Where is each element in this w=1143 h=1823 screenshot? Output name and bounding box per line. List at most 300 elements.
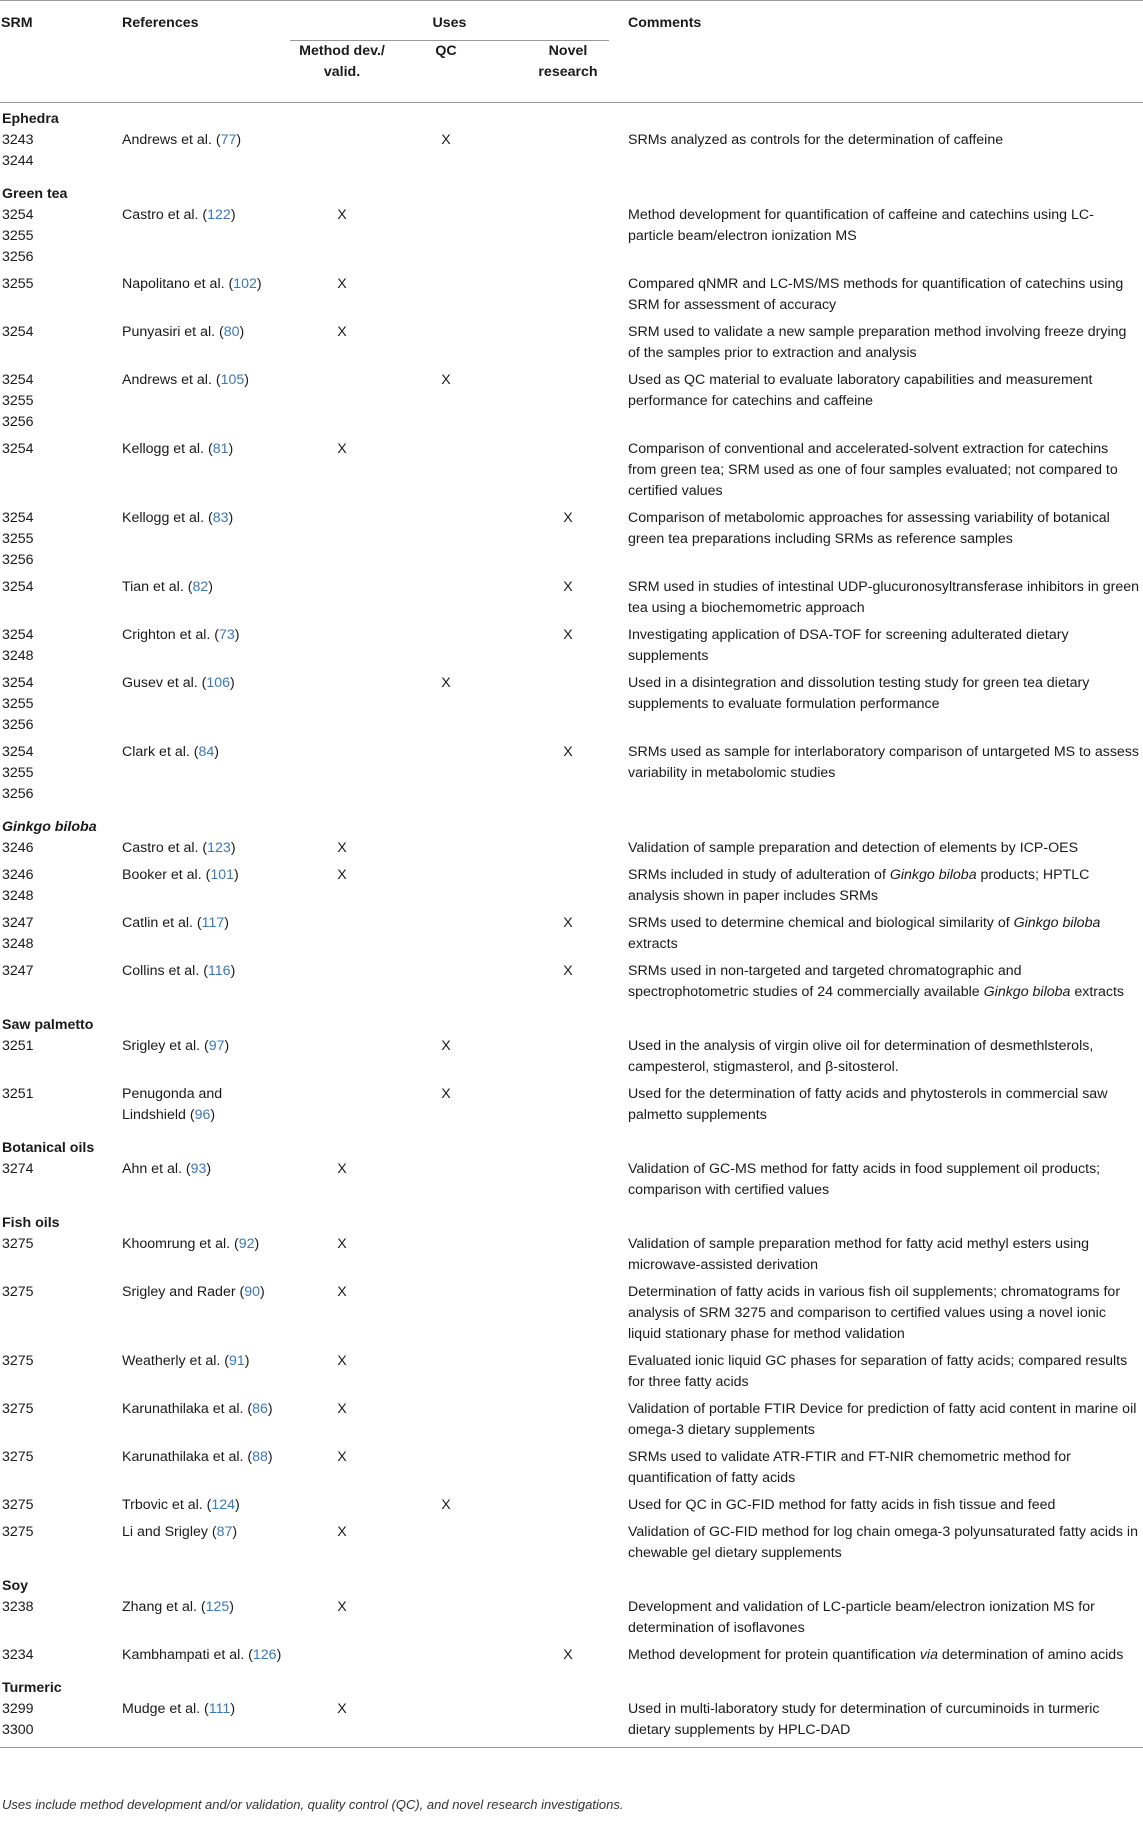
novel-mark: [512, 1495, 628, 1522]
table-row: [0, 577, 1143, 625]
srm-number: 3251: [2, 1085, 34, 1102]
comment-cell: Used for QC in GC-FID method for fatty acids in fish tissue and feed: [628, 1496, 1056, 1513]
group-row: [0, 811, 1143, 838]
citation-link[interactable]: 111: [208, 1700, 231, 1717]
reference-cell: Trbovic et al. (124): [122, 1496, 240, 1513]
srm-cell: [0, 838, 122, 865]
reference-text: Andrews et al. (: [122, 131, 221, 148]
method-mark: [290, 130, 402, 178]
novel-mark: [512, 1399, 628, 1447]
qc-mark: X: [441, 131, 451, 148]
reference-text: Mudge et al. (: [122, 1700, 209, 1717]
table-row: [0, 1699, 1143, 1748]
novel-mark: [512, 1447, 628, 1495]
table-row: [0, 1036, 1143, 1084]
novel-mark: X: [563, 509, 573, 526]
reference-text: Kambhampati et al. (: [122, 1646, 253, 1663]
srm-number: 3255: [2, 227, 34, 244]
novel-mark: X: [563, 743, 573, 760]
header-qc: QC: [402, 41, 512, 102]
reference-cell: Crighton et al. (73): [122, 626, 240, 643]
reference-cell: Kambhampati et al. (126): [122, 1646, 282, 1663]
comment-cell: Evaluated ionic liquid GC phases for separation of fatty acids; compared results for three fatty acids: [628, 1352, 1128, 1390]
novel-mark: [512, 1351, 628, 1399]
srm-number: 3246: [2, 866, 34, 883]
srm-cell: [0, 1399, 122, 1447]
citation-link[interactable]: 122: [207, 206, 231, 223]
reference-text: Tian et al. (: [122, 578, 193, 595]
comment-cell: SRM used to validate a new sample preparation method involving freeze drying of the samples prior to extraction and analysis: [628, 323, 1127, 361]
table-row: [0, 865, 1143, 913]
table-body: [0, 102, 1143, 1747]
citation-link[interactable]: 105: [220, 371, 245, 388]
qc-mark: [402, 913, 512, 961]
comment-cell: SRMs analyzed as controls for the determination of caffeine: [628, 131, 1004, 148]
reference-text: Gusev et al. (: [122, 674, 207, 691]
novel-mark: [512, 1036, 628, 1084]
table-row: [0, 1597, 1143, 1645]
srm-number: 3256: [2, 413, 34, 430]
reference-cell: Li and Srigley (87): [122, 1523, 238, 1540]
srm-cell: [0, 370, 122, 439]
srm-number: 3275: [2, 1352, 34, 1369]
table-row: [0, 1159, 1143, 1207]
reference-text: Crighton et al. (: [122, 626, 219, 643]
citation-link[interactable]: 125: [205, 1598, 230, 1615]
novel-mark: [512, 205, 628, 274]
reference-text: Punyasiri et al. (: [122, 323, 224, 340]
qc-mark: [402, 838, 512, 865]
group-row: [0, 1207, 1143, 1234]
srm-number: 3254: [2, 371, 34, 388]
novel-mark: [512, 1282, 628, 1351]
srm-cell: [0, 742, 122, 811]
novel-mark: [512, 1234, 628, 1282]
srm-number: 3254: [2, 578, 34, 595]
srm-cell: [0, 1351, 122, 1399]
table-row: [0, 625, 1143, 673]
reference-cell: Srigley and Rader (90): [122, 1283, 265, 1300]
reference-text: Karunathilaka et al. (: [122, 1400, 253, 1417]
srm-number: 3248: [2, 935, 34, 952]
reference-cell: Karunathilaka et al. (86): [122, 1400, 273, 1417]
group-label: Soy: [2, 1577, 29, 1594]
srm-number: 3248: [2, 887, 34, 904]
reference-text: Khoomrung et al. (: [122, 1235, 239, 1252]
group-label: Green tea: [2, 185, 68, 202]
method-mark: [290, 625, 402, 673]
reference-text: Kellogg et al. (: [122, 440, 213, 457]
header-row-2: [0, 41, 1143, 102]
qc-mark: X: [441, 371, 451, 388]
method-mark: X: [337, 275, 347, 292]
comment-cell: SRMs used as sample for interlaboratory comparison of untargeted MS to assess variability in metabolomic studies: [628, 743, 1139, 781]
srm-number: 3275: [2, 1400, 34, 1417]
method-mark: X: [337, 206, 347, 223]
srm-number: 3246: [2, 839, 34, 856]
reference-cell: Gusev et al. (106): [122, 674, 235, 691]
comment-cell: Used in multi-laboratory study for determination of curcuminoids in turmeric dietary supplements by HPLC-DAD: [628, 1699, 1143, 1748]
citation-link[interactable]: 91: [228, 1352, 245, 1369]
reference-cell: Catlin et al. (117): [122, 914, 229, 931]
srm-number: 3254: [2, 743, 34, 760]
citation-link[interactable]: 102: [233, 275, 257, 292]
novel-mark: [512, 1159, 628, 1207]
comment-cell: Development and validation of LC-particle beam/electron ionization MS for determination of isoflavones: [628, 1598, 1095, 1636]
method-mark: X: [337, 839, 347, 856]
srm-number: 3256: [2, 785, 34, 802]
header-uses: Uses: [290, 1, 628, 42]
srm-cell: [0, 205, 122, 274]
method-mark: X: [337, 1235, 347, 1252]
method-mark: X: [337, 1400, 347, 1417]
novel-mark: [512, 274, 628, 322]
srm-number: 3247: [2, 962, 34, 979]
srm-number: 3254: [2, 206, 34, 223]
srm-number: 3254: [2, 626, 34, 643]
comment-cell: Validation of GC-MS method for fatty acids in food supplement oil products; comparison with certified values: [628, 1160, 1101, 1198]
comment-cell: Validation of portable FTIR Device for prediction of fatty acid content in marine oil omega-3 dietary supplements: [628, 1400, 1137, 1438]
citation-link[interactable]: 106: [206, 674, 231, 691]
citation-link[interactable]: 116: [207, 962, 231, 979]
srm-cell: [0, 274, 122, 322]
reference-text: Penugonda and Lindshield (: [122, 1085, 223, 1123]
table-row: [0, 1522, 1143, 1570]
srm-cell: [0, 1645, 122, 1672]
table-row: [0, 1282, 1143, 1351]
method-mark: [290, 913, 402, 961]
header-row-1: [0, 1, 1143, 42]
comment-cell: SRMs used in non-targeted and targeted chromatographic and spectrophotometric studies of 24 commercially available Ginkgo biloba extracts: [628, 962, 1125, 1000]
header-comments: Comments: [628, 1, 1143, 42]
qc-mark: X: [441, 674, 451, 691]
comment-cell: SRM used in studies of intestinal UDP-glucuronosyltransferase inhibitors in green tea using a biochemometric approach: [628, 578, 1139, 616]
qc-mark: [402, 1351, 512, 1399]
qc-mark: [402, 1645, 512, 1672]
citation-link[interactable]: 96: [194, 1106, 211, 1123]
srm-number: 3238: [2, 1598, 34, 1615]
citation-link[interactable]: 84: [198, 743, 215, 760]
srm-cell: [0, 1159, 122, 1207]
qc-mark: [402, 322, 512, 370]
table-row: [0, 1351, 1143, 1399]
reference-cell: Collins et al. (116): [122, 962, 236, 979]
table-row: [0, 1495, 1143, 1522]
table-row: [0, 1447, 1143, 1495]
table-row: [0, 838, 1143, 865]
comment-cell: Determination of fatty acids in various fish oil supplements; chromatograms for analysis of SRM 3275 and comparison to certified values using a novel ionic liquid stationary phase for method validation: [628, 1283, 1121, 1342]
reference-text: Srigley et al. (: [122, 1037, 209, 1054]
method-mark: X: [290, 1699, 402, 1748]
qc-mark: [402, 865, 512, 913]
qc-mark: [402, 205, 512, 274]
reference-text: Booker et al. (: [122, 866, 211, 883]
srm-number: 3248: [2, 647, 34, 664]
reference-text: Srigley and Rader (: [122, 1283, 245, 1300]
srm-number: 3256: [2, 551, 34, 568]
srm-number: 3275: [2, 1523, 34, 1540]
srm-cell: [0, 577, 122, 625]
qc-mark: [402, 742, 512, 811]
novel-mark: [512, 130, 628, 178]
method-mark: [290, 1084, 402, 1132]
novel-mark: [512, 1084, 628, 1132]
reference-cell: Kellogg et al. (81): [122, 440, 234, 457]
reference-cell: Karunathilaka et al. (88): [122, 1448, 273, 1465]
citation-link[interactable]: 73: [219, 626, 235, 643]
srm-number: 3254: [2, 674, 34, 691]
method-mark: [290, 1645, 402, 1672]
citation-link[interactable]: 92: [238, 1235, 255, 1252]
table-row: [0, 673, 1143, 742]
method-mark: X: [337, 440, 347, 457]
method-mark: [290, 577, 402, 625]
table-footnote: Uses include method development and/or validation, quality control (QC), and novel research investigations.: [2, 1797, 624, 1812]
reference-text: Collins et al. (: [122, 962, 208, 979]
comment-cell: Validation of sample preparation method for fatty acid methyl esters using microwave-assisted derivation: [628, 1235, 1090, 1273]
method-mark: X: [337, 323, 347, 340]
method-mark: [290, 370, 402, 439]
reference-text: Ahn et al. (: [122, 1160, 191, 1177]
header-references: References: [122, 1, 290, 42]
srm-number: 3255: [2, 392, 34, 409]
method-mark: [290, 508, 402, 577]
table-row: [0, 913, 1143, 961]
citation-link[interactable]: 82: [192, 578, 209, 595]
novel-mark: [512, 1597, 628, 1645]
qc-mark: [402, 1522, 512, 1570]
table-row: [0, 742, 1143, 811]
novel-mark: X: [563, 1646, 573, 1663]
reference-cell: Castro et al. (122): [122, 206, 236, 223]
comment-cell: Validation of GC-FID method for log chain omega-3 polyunsaturated fatty acids in chewable gel dietary supplements: [628, 1523, 1138, 1561]
srm-number: 3275: [2, 1283, 34, 1300]
comment-cell: Used as QC material to evaluate laboratory capabilities and measurement performance for catechins and caffeine: [628, 371, 1093, 409]
novel-mark: [512, 865, 628, 913]
method-mark: [290, 1036, 402, 1084]
method-mark: X: [337, 1523, 347, 1540]
table-row: [0, 508, 1143, 577]
srm-cell: [0, 439, 122, 508]
srm-number: 3256: [2, 248, 34, 265]
srm-cell: [0, 961, 122, 1009]
srm-cell: [0, 625, 122, 673]
qc-mark: [402, 1282, 512, 1351]
srm-number: 3255: [2, 764, 34, 781]
qc-mark: [402, 1159, 512, 1207]
method-mark: X: [337, 1352, 347, 1369]
novel-mark: [512, 370, 628, 439]
group-label: Ginkgo biloba: [2, 818, 97, 835]
srm-cell: [0, 1495, 122, 1522]
srm-number: 3255: [2, 695, 34, 712]
srm-cell: [0, 1447, 122, 1495]
qc-mark: X: [441, 1496, 451, 1513]
comment-cell: Used for the determination of fatty acids and phytosterols in commercial saw palmetto supplements: [628, 1085, 1108, 1123]
reference-text: Li and Srigley (: [122, 1523, 217, 1540]
srm-number: 3244: [2, 152, 34, 169]
reference-cell: Napolitano et al. (102): [122, 275, 262, 292]
reference-cell: Srigley et al. (97): [122, 1037, 230, 1054]
srm-cell: [0, 1597, 122, 1645]
srm-number: 3255: [2, 530, 34, 547]
comment-cell: Used in the analysis of virgin olive oil for determination of desmethlsterols, campesterol, stigmasterol, and β-sitosterol.: [628, 1037, 1094, 1075]
group-label: Turmeric: [2, 1679, 62, 1696]
srm-number: 3300: [2, 1721, 34, 1738]
reference-text: Zhang et al. (: [122, 1598, 206, 1615]
srm-number: 3254: [2, 323, 34, 340]
reference-text: Castro et al. (: [122, 206, 208, 223]
reference-cell: Zhang et al. (125): [122, 1598, 235, 1615]
novel-mark: [512, 838, 628, 865]
srm-number: 3274: [2, 1160, 34, 1177]
reference-text: Catlin et al. (: [122, 914, 202, 931]
reference-cell: Andrews et al. (105): [122, 371, 249, 388]
reference-cell: Clark et al. (84): [122, 743, 219, 760]
srm-cell: [0, 913, 122, 961]
srm-number: 3247: [2, 914, 34, 931]
reference-cell: Ahn et al. (93): [122, 1160, 212, 1177]
citation-link[interactable]: 80: [223, 323, 240, 340]
qc-mark: [402, 1399, 512, 1447]
reference-text: Trbovic et al. (: [122, 1496, 212, 1513]
table-row: [0, 1399, 1143, 1447]
reference-cell: Weatherly et al. (91): [122, 1352, 250, 1369]
qc-mark: [402, 1234, 512, 1282]
citation-link[interactable]: 90: [244, 1283, 261, 1300]
srm-cell: [0, 1699, 122, 1748]
qc-mark: [402, 508, 512, 577]
comment-cell: Investigating application of DSA-TOF for screening adulterated dietary supplements: [628, 626, 1069, 664]
method-mark: [290, 742, 402, 811]
srm-cell: [0, 673, 122, 742]
citation-link[interactable]: 81: [212, 440, 229, 457]
reference-text: Kellogg et al. (: [122, 509, 213, 526]
table-row: [0, 439, 1143, 508]
group-label: Ephedra: [2, 110, 59, 127]
table-row: [0, 1234, 1143, 1282]
srm-cell: [0, 1084, 122, 1132]
reference-text: Karunathilaka et al. (: [122, 1448, 253, 1465]
group-row: [0, 102, 1143, 130]
table-row: [0, 1645, 1143, 1672]
reference-cell: Punyasiri et al. (80): [122, 323, 245, 340]
reference-text: Napolitano et al. (: [122, 275, 234, 292]
method-mark: X: [337, 1283, 347, 1300]
comment-cell: SRMs used to determine chemical and biological similarity of Ginkgo biloba extracts: [628, 914, 1101, 952]
citation-link[interactable]: 126: [252, 1646, 277, 1663]
srm-number: 3254: [2, 440, 34, 457]
table-row: [0, 1084, 1143, 1132]
group-row: [0, 1009, 1143, 1036]
srm-number: 3255: [2, 275, 34, 292]
method-mark: X: [337, 1160, 347, 1177]
novel-mark: X: [563, 578, 573, 595]
group-label: Fish oils: [2, 1214, 60, 1231]
srm-number: 3243: [2, 131, 34, 148]
comment-cell: Compared qNMR and LC-MS/MS methods for quantification of catechins using SRM for assessment of accuracy: [628, 275, 1124, 313]
comment-cell: SRMs used to validate ATR-FTIR and FT-NIR chemometric method for quantification of fatty acids: [628, 1448, 1071, 1486]
citation-link[interactable]: 86: [252, 1400, 268, 1417]
citation-link[interactable]: 97: [208, 1037, 225, 1054]
table-row: [0, 322, 1143, 370]
srm-number: 3251: [2, 1037, 34, 1054]
group-row: [0, 1570, 1143, 1597]
comment-cell: Validation of sample preparation and detection of elements by ICP-OES: [628, 839, 1079, 856]
novel-mark: [512, 439, 628, 508]
citation-link[interactable]: 117: [201, 914, 225, 931]
citation-link[interactable]: 87: [216, 1523, 233, 1540]
qc-mark: [402, 1699, 512, 1748]
srm-cell: [0, 1282, 122, 1351]
srm-cell: [0, 1234, 122, 1282]
citation-link[interactable]: 83: [212, 509, 229, 526]
srm-number: 3275: [2, 1496, 34, 1513]
qc-mark: [402, 439, 512, 508]
citation-link[interactable]: 124: [211, 1496, 236, 1513]
method-mark: [290, 961, 402, 1009]
reference-cell: Andrews et al. (77): [122, 131, 242, 148]
comment-cell: Comparison of metabolomic approaches for assessing variability of botanical green tea preparations including SRMs as reference samples: [628, 509, 1110, 547]
novel-mark: X: [563, 914, 573, 931]
qc-mark: [402, 625, 512, 673]
qc-mark: [402, 961, 512, 1009]
srm-number: 3234: [2, 1646, 34, 1663]
table-row: [0, 274, 1143, 322]
comment-cell: Method development for protein quantification via determination of amino acids: [628, 1646, 1124, 1663]
qc-mark: [402, 274, 512, 322]
table-row: [0, 370, 1143, 439]
table-row: [0, 130, 1143, 178]
citation-link[interactable]: 77: [220, 131, 237, 148]
method-mark: [290, 673, 402, 742]
header-method: Method dev./ valid.: [290, 41, 402, 102]
table-row: [0, 205, 1143, 274]
srm-cell: [0, 1036, 122, 1084]
qc-mark: [402, 577, 512, 625]
qc-mark: X: [441, 1085, 451, 1102]
comment-cell: SRMs included in study of adulteration of Ginkgo biloba products; HPTLC analysis shown in paper includes SRMs: [628, 866, 1090, 904]
reference-text: Andrews et al. (: [122, 371, 221, 388]
method-mark: X: [337, 866, 347, 883]
reference-text: Weatherly et al. (: [122, 1352, 229, 1369]
header-novel: Novel research: [512, 41, 628, 102]
srm-number: 3275: [2, 1448, 34, 1465]
reference-cell: Kellogg et al. (83): [122, 509, 234, 526]
srm-cell: [0, 130, 122, 178]
novel-mark: [512, 1522, 628, 1570]
novel-mark: [512, 1699, 628, 1748]
qc-mark: X: [441, 1037, 451, 1054]
method-mark: [290, 1495, 402, 1522]
srm-number: 3256: [2, 716, 34, 733]
comment-cell: Comparison of conventional and accelerated-solvent extraction for catechins from green tea; SRM used as one of four samples evaluated; not compared to certified values: [628, 440, 1118, 499]
srm-number: 3299: [2, 1700, 34, 1717]
qc-mark: [402, 1447, 512, 1495]
citation-link[interactable]: 123: [207, 839, 231, 856]
header-srm: SRM: [0, 1, 122, 42]
citation-link[interactable]: 101: [210, 866, 234, 883]
novel-mark: X: [563, 962, 573, 979]
citation-link[interactable]: 93: [190, 1160, 207, 1177]
srm-cell: [0, 1522, 122, 1570]
reference-cell: Khoomrung et al. (92): [122, 1235, 260, 1252]
reference-text: Clark et al. (: [122, 743, 199, 760]
citation-link[interactable]: 88: [252, 1448, 268, 1465]
srm-cell: [0, 508, 122, 577]
method-mark: X: [337, 1598, 347, 1615]
srm-number: 3275: [2, 1235, 34, 1252]
